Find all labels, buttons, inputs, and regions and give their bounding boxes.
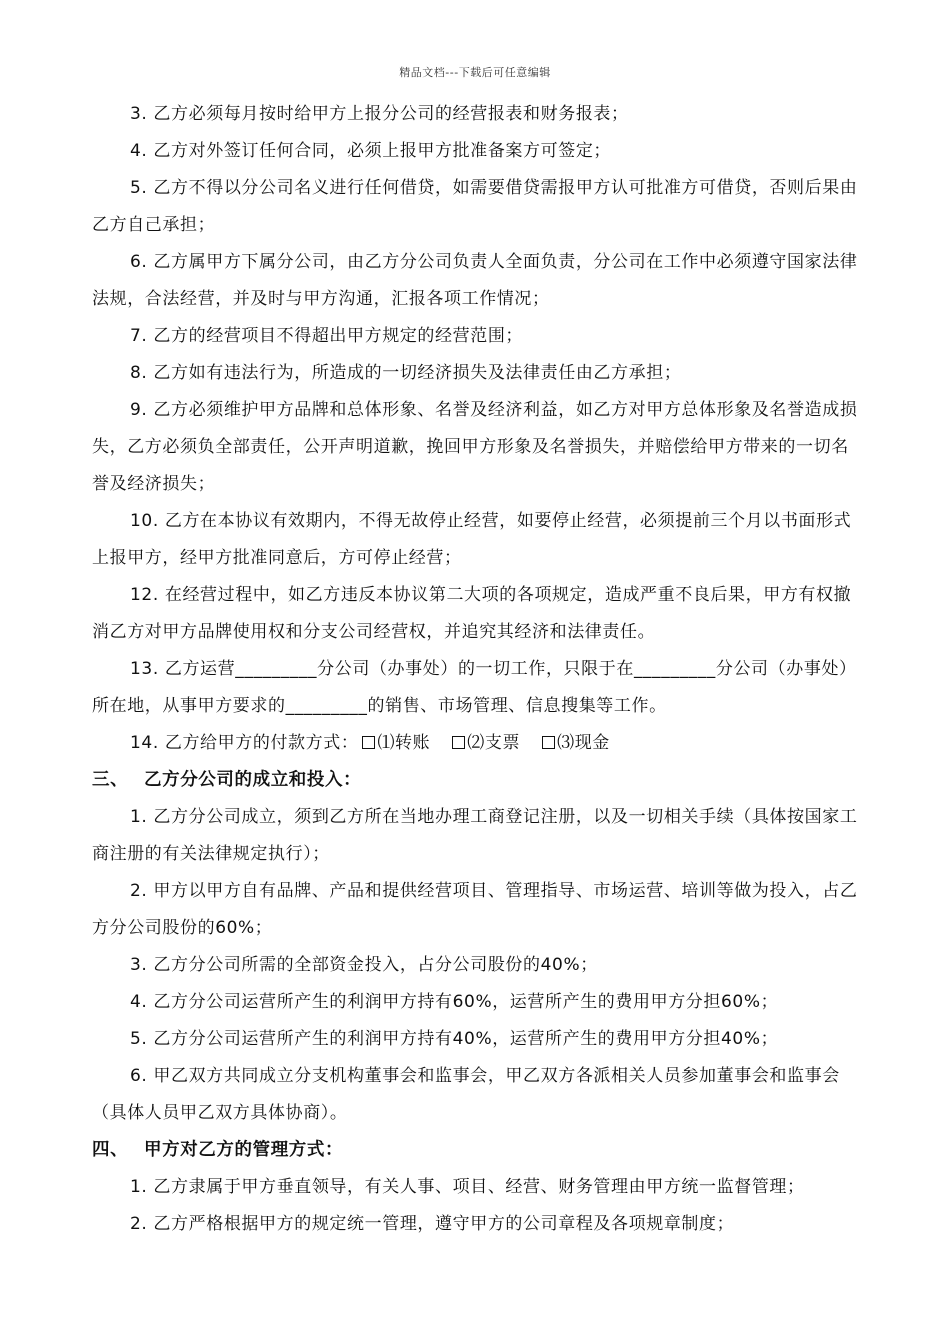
clause-2-6: 6. 乙方属甲方下属分公司，由乙方分公司负责人全面负责，分公司在工作中必须遵守国家法律法规，合法经营，并及时与甲方沟通，汇报各项工作情况； (92, 252, 858, 309)
clause-3-5: 5. 乙方分公司运营所产生的利润甲方持有40%，运营所产生的费用甲方分担40%； (130, 1029, 779, 1049)
clause-3-1: 1. 乙方分公司成立，须到乙方所在当地办理工商登记注册，以及一切相关手续（具体按国家工商注册的有关法律规定执行）； (92, 807, 858, 864)
clause-3-2: 2. 甲方以甲方自有品牌、产品和提供经营项目、管理指导、市场运营、培训等做为投入，占乙方分公司股份的60%； (92, 881, 858, 938)
option-check-label: ⑵支票 (467, 733, 521, 753)
clause-2-10: 10. 乙方在本协议有效期内，不得无故停止经营，如要停止经营，必须提前三个月以书面形式上报甲方，经甲方批准同意后，方可停止经营； (92, 511, 852, 568)
clause-2-12: 12. 在经营过程中，如乙方违反本协议第二大项的各项规定，造成严重不良后果，甲方有权撤消乙方对甲方品牌使用权和分支公司经营权，并追究其经济和法律责任。 (92, 585, 852, 642)
clause-2-3: 3. 乙方必须每月按时给甲方上报分公司的经营报表和财务报表； (130, 104, 629, 124)
clause-2-13: 13. 乙方运营_________分公司（办事处）的一切工作，只限于在_________分公司（办事处）所在地，从事甲方要求的_________的销售、市场管理、信息搜集等工作。 (92, 659, 857, 716)
clause-2-8: 8. 乙方如有违法行为，所造成的一切经济损失及法律责任由乙方承担； (130, 363, 682, 383)
clause-2-7: 7. 乙方的经营项目不得超出甲方规定的经营范围； (130, 326, 524, 346)
clause-3-6: 6. 甲乙双方共同成立分支机构董事会和监事会，甲乙双方各派相关人员参加董事会和监事会（具体人员甲乙双方具体协商）。 (92, 1066, 840, 1123)
section-3-title: 乙方分公司的成立和投入： (144, 770, 362, 790)
option-transfer-label: ⑴转账 (377, 733, 431, 753)
clause-4-2: 2. 乙方严格根据甲方的规定统一管理，遵守甲方的公司章程及各项规章制度； (130, 1214, 735, 1234)
section-4-title: 甲方对乙方的管理方式： (144, 1140, 344, 1160)
clause-2-9: 9. 乙方必须维护甲方品牌和总体形象、名誉及经济利益，如乙方对甲方总体形象及名誉造成损失，乙方必须负全部责任，公开声明道歉，挽回甲方形象及名誉损失，并赔偿给甲方带来的一切名誉及经济损失； (92, 400, 858, 494)
document-body (92, 96, 862, 1243)
payment-prefix: 14. 乙方给甲方的付款方式： (130, 733, 359, 753)
checkbox-check[interactable] (452, 736, 465, 749)
clause-2-4: 4. 乙方对外签订任何合同，必须上报甲方批准备案方可签定； (130, 141, 612, 161)
option-cash-label: ⑶现金 (557, 733, 610, 753)
clause-2-14-payment (92, 725, 862, 762)
clause-2-5: 5. 乙方不得以分公司名义进行任何借贷，如需要借贷需报甲方认可批准方可借贷，否则后果由乙方自己承担； (92, 178, 858, 235)
clause-4-1: 1. 乙方隶属于甲方垂直领导，有关人事、项目、经营、财务管理由甲方统一监督管理； (130, 1177, 805, 1197)
section-3-heading (92, 762, 862, 799)
section-4-heading (92, 1132, 862, 1169)
page-header: 精品文档---下载后可任意编辑 (399, 66, 551, 79)
section-4-number: 四、 (92, 1140, 129, 1160)
checkbox-cash[interactable] (542, 736, 555, 749)
clause-3-3: 3. 乙方分公司所需的全部资金投入，占分公司股份的40%； (130, 955, 598, 975)
checkbox-transfer[interactable] (362, 736, 375, 749)
clause-3-4: 4. 乙方分公司运营所产生的利润甲方持有60%，运营所产生的费用甲方分担60%； (130, 992, 779, 1012)
section-3-number: 三、 (92, 770, 129, 790)
